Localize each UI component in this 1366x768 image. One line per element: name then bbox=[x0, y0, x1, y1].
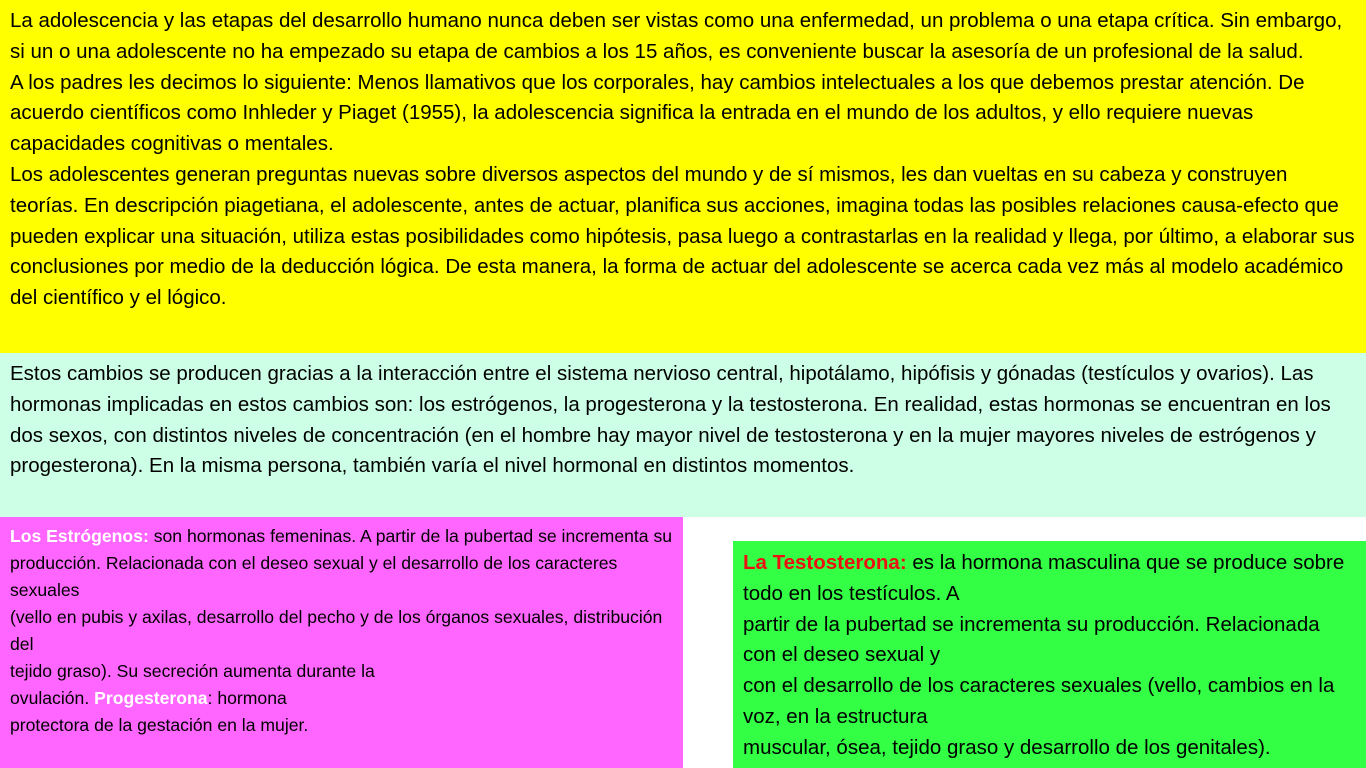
testosterone-paragraph bbox=[743, 548, 1356, 610]
testosterone-text-2: partir de la pubertad se incrementa su producción. Relacionada con el deseo sexual y bbox=[743, 612, 1320, 667]
intro-paragraph-1: La adolescencia y las etapas del desarrollo humano nunca deben ser vistas como una enfermedad, un problema o una etapa crítica. Sin embargo, si un o una adolescente no ha empezado su etapa de cambios a los 15 años, es conveniente buscar la asesoría de un profesional de la salud. bbox=[10, 9, 1343, 63]
hormones-textbox bbox=[0, 353, 1366, 517]
estrogens-text-1: son hormonas femeninas. A partir de la pubertad se incrementa su bbox=[148, 526, 673, 546]
estrogens-text-6: : hormona bbox=[207, 688, 287, 708]
estrogens-text-5: ovulación. bbox=[10, 688, 95, 708]
testosterone-textbox bbox=[733, 541, 1366, 768]
estrogens-text-7: protectora de la gestación en la mujer. bbox=[10, 715, 309, 735]
testosterone-text-4: muscular, ósea, tejido graso y desarrollo de los genitales). bbox=[743, 735, 1271, 759]
intro-paragraph-3: Los adolescentes generan preguntas nuevas sobre diversos aspectos del mundo y de sí mismos, les dan vueltas en su cabeza y construyen teorías. En descripción piagetiana, el adolescente, antes de actuar, planifica sus acciones, imagina todas las posibles relaciones causa-efecto que pueden explicar una situación, utiliza estas posibilidades como hipótesis, pasa luego a contrastarlas en la realidad y llega, por último, a elaborar sus conclusiones por medio de la deducción lógica. De esta manera, la forma de actuar del adolescente se acerca cada vez más al modelo académico del científico y el lógico. bbox=[10, 162, 1355, 310]
hormones-paragraph: Estos cambios se producen gracias a la interacción entre el sistema nervioso central, hipotálamo, hipófisis y gónadas (testículos y ovarios). Las hormonas implicadas en estos cambios son: los estrógenos, la progesterona y la testosterona. En realidad, estas hormonas se encuentran en los dos sexos, con distintos niveles de concentración (en el hombre hay mayor nivel de testosterona y en la mujer mayores niveles de estrógenos y progesterona). En la misma persona, también varía el nivel hormonal en distintos momentos. bbox=[10, 362, 1331, 478]
estrogens-text-4: tejido graso). Su secreción aumenta durante la bbox=[10, 661, 375, 681]
intro-paragraph-2: A los padres les decimos lo siguiente: Menos llamativos que los corporales, hay cambios intelectuales a los que debemos prestar atención. De acuerdo científicos como Inhleder y Piaget (1955), la adolescencia significa la entrada en el mundo de los adultos, y ello requiere nuevas capacidades cognitivas o mentales. bbox=[10, 70, 1305, 156]
estrogens-paragraph bbox=[10, 523, 673, 550]
estrogens-ovulation-line bbox=[10, 685, 673, 712]
intro-textbox bbox=[0, 0, 1366, 353]
testosterone-text-1: es la hormona masculina que se produce sobre todo en los testículos. A bbox=[743, 551, 1345, 605]
testosterone-text-3: con el desarrollo de los caracteres sexuales (vello, cambios en la voz, en la estructura bbox=[743, 674, 1335, 728]
estrogens-heading: Los Estrógenos: bbox=[10, 526, 149, 546]
testosterone-heading: La Testosterona: bbox=[743, 551, 907, 574]
estrogens-text-2: producción. Relacionada con el deseo sexual y el desarrollo de los caracteres sexuales bbox=[10, 553, 618, 600]
estrogens-textbox bbox=[0, 517, 683, 768]
progesterone-heading: Progesterona bbox=[94, 688, 208, 708]
estrogens-text-3: (vello en pubis y axilas, desarrollo del pecho y de los órganos sexuales, distribución del bbox=[10, 607, 663, 654]
